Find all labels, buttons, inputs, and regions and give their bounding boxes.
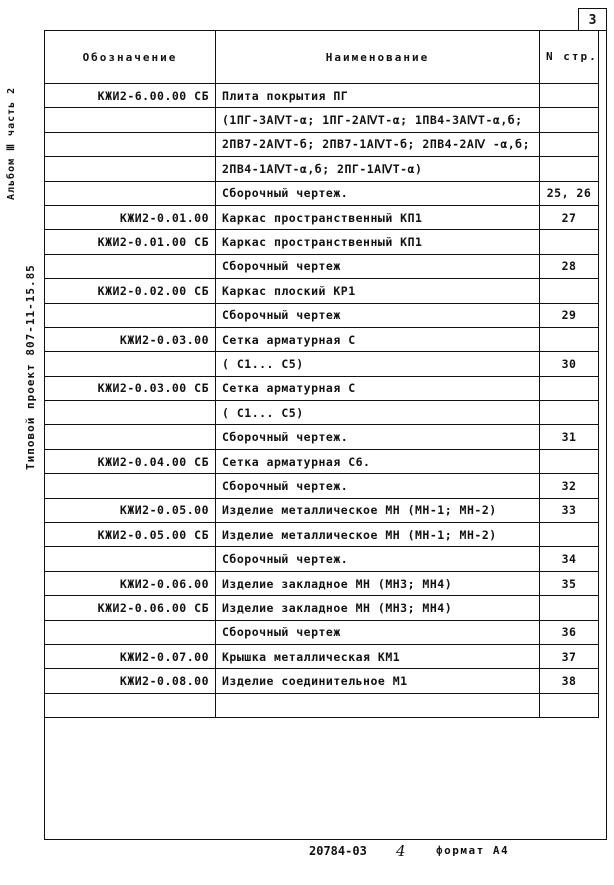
table-row: [45, 449, 599, 473]
name-cell: Сборочный чертеж: [216, 303, 540, 327]
name-cell: Изделие закладное МН (МН3; МН4): [216, 596, 540, 620]
designation-cell: [45, 425, 216, 449]
page-cell: 36: [540, 620, 599, 644]
name-cell: [216, 693, 540, 717]
contents-table: [44, 30, 599, 718]
table-row: [45, 205, 599, 229]
designation-cell: [45, 132, 216, 156]
page-cell: [540, 230, 599, 254]
table-row: [45, 523, 599, 547]
name-cell: Сетка арматурная С: [216, 376, 540, 400]
page-number: 3: [578, 8, 607, 31]
page-cell: 34: [540, 547, 599, 571]
designation-cell: КЖИ2-0.07.00: [45, 644, 216, 668]
table-row: [45, 84, 599, 108]
designation-cell: КЖИ2-0.01.00 СБ: [45, 230, 216, 254]
page-cell: 25, 26: [540, 181, 599, 205]
table-row: [45, 571, 599, 595]
album-label: Альбом Ⅲ часть 2: [6, 86, 17, 200]
table-row: [45, 157, 599, 181]
page-cell: [540, 523, 599, 547]
page-cell: 38: [540, 669, 599, 693]
table-row: [45, 352, 599, 376]
name-cell: ( С1... С5): [216, 401, 540, 425]
designation-cell: КЖИ2-0.06.00 СБ: [45, 596, 216, 620]
designation-cell: [45, 620, 216, 644]
name-cell: (1ПГ-3АⅣТ-α; 1ПГ-2АⅣТ-α; 1ПВ4-3АⅣТ-α,б;: [216, 108, 540, 132]
page-cell: [540, 132, 599, 156]
designation-cell: КЖИ2-0.05.00 СБ: [45, 523, 216, 547]
name-cell: 2ПВ7-2АⅣТ-б; 2ПВ7-1АⅣТ-б; 2ПВ4-2АⅣ -α,б;: [216, 132, 540, 156]
table-row: [45, 596, 599, 620]
table-row: [45, 474, 599, 498]
designation-cell: [45, 693, 216, 717]
table-row: [45, 693, 599, 717]
table-row: [45, 644, 599, 668]
name-cell: Сборочный чертеж: [216, 620, 540, 644]
project-label: Типовой проект 807-11-15.85: [24, 264, 37, 470]
page-cell: 28: [540, 254, 599, 278]
name-cell: Изделие закладное МН (МН3; МН4): [216, 571, 540, 595]
table-row: [45, 132, 599, 156]
table-row: [45, 498, 599, 522]
designation-cell: [45, 181, 216, 205]
designation-cell: [45, 547, 216, 571]
page-cell: [540, 157, 599, 181]
table-row: [45, 376, 599, 400]
table-row: [45, 620, 599, 644]
bottom-stamp: [44, 840, 607, 870]
page-cell: [540, 449, 599, 473]
page-cell: 31: [540, 425, 599, 449]
designation-cell: [45, 401, 216, 425]
table-row: [45, 401, 599, 425]
name-cell: ( С1... С5): [216, 352, 540, 376]
page-cell: [540, 596, 599, 620]
name-cell: Изделие металлическое МН (МН-1; МН-2): [216, 523, 540, 547]
name-cell: Сетка арматурная С6.: [216, 449, 540, 473]
designation-cell: [45, 108, 216, 132]
table-row: [45, 279, 599, 303]
page-cell: [540, 327, 599, 351]
name-cell: 2ПВ4-1АⅣТ-α,б; 2ПГ-1АⅣТ-α): [216, 157, 540, 181]
name-cell: Каркас пространственный КП1: [216, 230, 540, 254]
header-name: Наименование: [216, 31, 540, 84]
format-label: формат А4: [436, 844, 510, 857]
page-cell: [540, 693, 599, 717]
designation-cell: КЖИ2-0.02.00 СБ: [45, 279, 216, 303]
page-cell: 30: [540, 352, 599, 376]
header-page: N стр.: [540, 31, 599, 84]
sheet-number: 4: [396, 842, 406, 860]
name-cell: Каркас плоский КР1: [216, 279, 540, 303]
page-cell: [540, 84, 599, 108]
designation-cell: КЖИ2-0.03.00: [45, 327, 216, 351]
page-cell: [540, 279, 599, 303]
table-row: [45, 327, 599, 351]
designation-cell: КЖИ2-0.01.00: [45, 205, 216, 229]
page-cell: 27: [540, 205, 599, 229]
designation-cell: [45, 474, 216, 498]
page-cell: 33: [540, 498, 599, 522]
designation-cell: КЖИ2-0.03.00 СБ: [45, 376, 216, 400]
designation-cell: [45, 254, 216, 278]
name-cell: Изделие соединительное М1: [216, 669, 540, 693]
page-cell: 37: [540, 644, 599, 668]
name-cell: Сборочный чертеж.: [216, 425, 540, 449]
name-cell: Крышка металлическая КМ1: [216, 644, 540, 668]
name-cell: Сборочный чертеж.: [216, 181, 540, 205]
name-cell: Сборочный чертеж: [216, 254, 540, 278]
table-row: [45, 669, 599, 693]
page-cell: 32: [540, 474, 599, 498]
designation-cell: [45, 157, 216, 181]
designation-cell: КЖИ2-0.05.00: [45, 498, 216, 522]
page-cell: [540, 376, 599, 400]
table-header-row: [45, 31, 599, 84]
designation-cell: КЖИ2-0.04.00 СБ: [45, 449, 216, 473]
table-row: [45, 230, 599, 254]
page-cell: [540, 401, 599, 425]
name-cell: Сборочный чертеж.: [216, 547, 540, 571]
designation-cell: КЖИ2-0.08.00: [45, 669, 216, 693]
name-cell: Плита покрытия ПГ: [216, 84, 540, 108]
name-cell: Сетка арматурная С: [216, 327, 540, 351]
page-cell: 29: [540, 303, 599, 327]
table-row: [45, 181, 599, 205]
inventory-number: 20784-03: [309, 844, 367, 858]
side-stamp: [0, 0, 44, 885]
designation-cell: [45, 303, 216, 327]
name-cell: Изделие металлическое МН (МН-1; МН-2): [216, 498, 540, 522]
page-cell: 35: [540, 571, 599, 595]
table-row: [45, 303, 599, 327]
table-row: [45, 254, 599, 278]
table-row: [45, 108, 599, 132]
designation-cell: [45, 352, 216, 376]
table-row: [45, 425, 599, 449]
designation-cell: КЖИ2-0.06.00: [45, 571, 216, 595]
designation-cell: КЖИ2-6.00.00 СБ: [45, 84, 216, 108]
name-cell: Сборочный чертеж.: [216, 474, 540, 498]
page-cell: [540, 108, 599, 132]
table-row: [45, 547, 599, 571]
header-designation: Обозначение: [45, 31, 216, 84]
name-cell: Каркас пространственный КП1: [216, 205, 540, 229]
